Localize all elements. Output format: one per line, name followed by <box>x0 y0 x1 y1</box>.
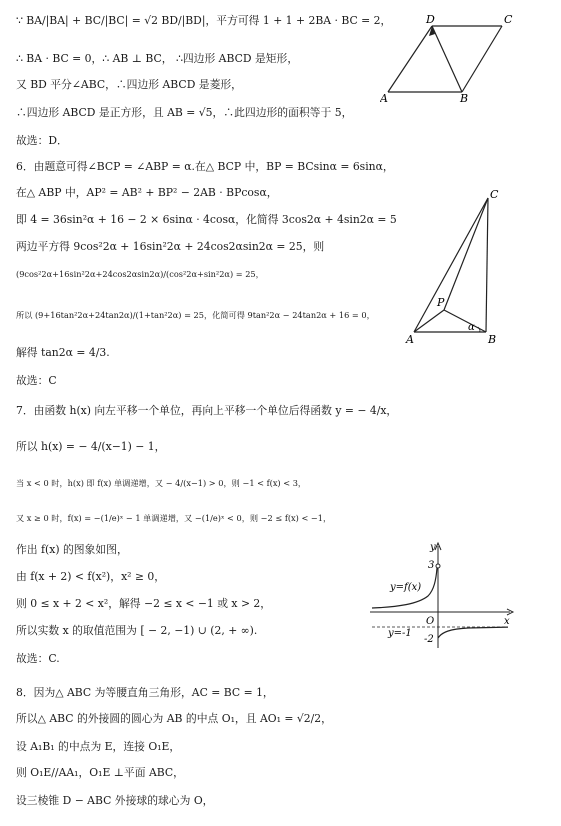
text-line: 设三棱锥 D − ABC 外接球的球心为 O， <box>16 794 214 807</box>
text-line: ∴ BA · BC = 0，∴ AB ⊥ BC， ∴四边形 ABCD 是矩形， <box>16 52 299 65</box>
text-line: 两边平方得 9cos²2α + 16sin²2α + 24cos2αsin2α = 25，则 <box>16 240 325 253</box>
text-line: ∵ BA/|BA| + BC/|BC| = √2 BD/|BD|，平方可得 1 + 1 + 2BA · BC = 2， <box>16 14 392 27</box>
figure-parallelogram <box>380 12 520 104</box>
text-line: 故选：D． <box>16 134 68 147</box>
text-line: 当 x < 0 时，h(x) 即 f(x) 单调递增，又 − 4/(x−1) > 0，则 −1 < f(x) < 3， <box>16 478 307 488</box>
text-line: 由 f(x + 2) < f(x²)，x² ≥ 0， <box>16 570 166 583</box>
text-line: 所以 (9+16tan²2α+24tan2α)/(1+tan²2α) = 25，化简可得 9tan²2α − 24tan2α + 16 = 0， <box>16 310 375 320</box>
label-c: C <box>504 13 513 26</box>
curve-right-branch <box>438 627 508 638</box>
edge-ca <box>414 198 488 332</box>
label-asymptote: y=-1 <box>388 628 412 639</box>
text-line: 6．由题意可得∠BCP = ∠ABP = α.在△ BCP 中，BP = BCsinα = 6sinα， <box>16 160 394 173</box>
text-line: 所以 h(x) = − 4/(x−1) − 1， <box>16 440 166 453</box>
text-line: 所以实数 x 的取值范围为 [ − 2, −1) ∪ (2, + ∞). <box>16 624 258 637</box>
text-line: 即 4 = 36sin²α + 16 − 2 × 6sinα · 4cosα，化简得 3cos2α + 4sin2α = 5 <box>16 213 397 226</box>
text-line: 8．因为△ ABC 为等腰直角三角形，AC = BC = 1， <box>16 686 274 699</box>
label-d: D <box>426 13 435 26</box>
text-line: 故选：C. <box>16 652 60 665</box>
figure-function-graph <box>368 540 518 652</box>
segment-ap <box>414 310 444 332</box>
text-line: 则 O₁E//AA₁，O₁E ⊥平面 ABC， <box>16 766 184 779</box>
label-three: 3 <box>428 560 435 571</box>
label-a: A <box>406 333 414 346</box>
segment-bp <box>444 310 486 332</box>
diagonal-bd <box>432 26 462 92</box>
text-line: 作出 f(x) 的图象如图， <box>16 543 128 556</box>
segment-cp <box>444 198 488 310</box>
label-a: A <box>380 92 388 104</box>
label-b: B <box>460 92 469 104</box>
edge-cb <box>486 198 488 332</box>
label-x-axis: x <box>504 616 510 627</box>
text-line: 7．由函数 h(x) 向左平移一个单位，再向上平移一个单位后得函数 y = − 4/x， <box>16 404 398 417</box>
text-line: 又 x ≥ 0 时，f(x) = −(1/e)ˣ − 1 单调递增，又 −(1/e)ˣ < 0，则 −2 ≤ f(x) < −1， <box>16 513 332 523</box>
text-line: 设 A₁B₁ 的中点为 E，连接 O₁E， <box>16 740 181 753</box>
angle-arc <box>478 327 480 332</box>
label-alpha: α <box>468 322 475 333</box>
text-line: 解得 tan2α = 4/3. <box>16 346 110 359</box>
label-origin: O <box>426 616 435 627</box>
label-y-axis: y <box>430 542 436 553</box>
text-line: 在△ ABP 中，AP² = AB² + BP² − 2AB · BPcosα， <box>16 186 278 199</box>
text-line: 故选：C <box>16 374 57 387</box>
edge-ad <box>388 26 432 92</box>
open-point <box>436 564 440 568</box>
edge-cb <box>462 26 502 92</box>
text-line: 又 BD 平分∠ABC，∴四边形 ABCD 是菱形， <box>16 78 242 91</box>
label-c: C <box>490 188 499 201</box>
label-neg-two: -2 <box>424 634 434 645</box>
text-line: ∴四边形 ABCD 是正方形，且 AB = √5，∴此四边形的面积等于 5， <box>16 106 353 119</box>
text-line: 则 0 ≤ x + 2 < x²，解得 −2 ≤ x < −1 或 x > 2， <box>16 597 272 610</box>
label-curve: y=f(x) <box>390 582 422 593</box>
text-line: (9cos²2α+16sin²2α+24cos2αsin2α)/(cos²2α+sin²2α) = 25， <box>16 269 264 279</box>
figure-triangle <box>404 186 504 346</box>
label-b: B <box>488 333 497 346</box>
text-line: 所以△ ABC 的外接圆的圆心为 AB 的中点 O₁，且 AO₁ = √2/2， <box>16 712 332 725</box>
label-p: P <box>437 296 445 309</box>
